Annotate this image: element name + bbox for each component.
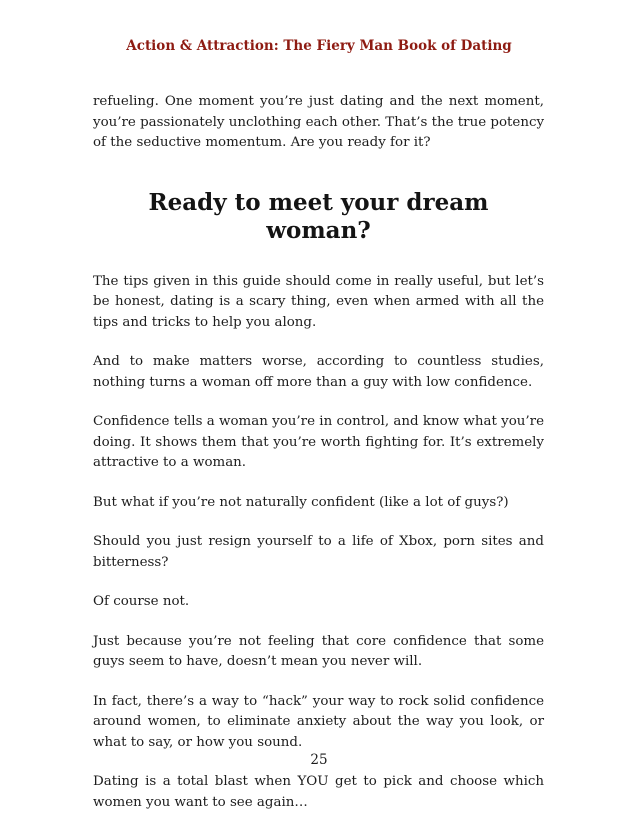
intro-paragraph: refueling. One moment you’re just dating and the next moment, you’re passionately unclothing each other. That’s the true potency of the seductive momentum. Are you ready for it? — [93, 94, 545, 150]
body-paragraph-9: Dating is a total blast when YOU get to pick and choose which women you want to see again… — [93, 774, 544, 810]
page-number: 25 — [310, 752, 328, 768]
page-body — [93, 92, 544, 813]
section-heading: Ready to meet your dream woman? — [148, 188, 489, 244]
body-paragraph-2: And to make matters worse, according to countless studies, nothing turns a woman off more than a guy with low confidence. — [93, 354, 544, 390]
body-paragraph-7: Just because you’re not feeling that core confidence that some guys seem to have, doesn’t mean you never will. — [93, 633, 544, 669]
body-paragraph-1: The tips given in this guide should come in really useful, but let’s be honest, dating is a scary thing, even when armed with all the tips and tricks to help you along. — [93, 273, 544, 330]
running-header: Action & Attraction: The Fiery Man Book of Dating — [126, 38, 512, 54]
body-paragraph-4: But what if you’re not naturally confident (like a lot of guys?) — [93, 494, 509, 510]
body-paragraph-8: In fact, there’s a way to “hack” your way to rock solid confidence around women, to eliminate anxiety about the way you look, or what to say, or how you sound. — [93, 693, 544, 750]
body-paragraph-5: Should you just resign yourself to a life of Xbox, porn sites and bitterness? — [93, 534, 544, 570]
body-paragraph-3: Confidence tells a woman you’re in control, and know what you’re doing. It shows them that you’re worth fighting for. It’s extremely attractive to a woman. — [93, 414, 544, 470]
body-paragraph-6: Of course not. — [93, 594, 190, 609]
